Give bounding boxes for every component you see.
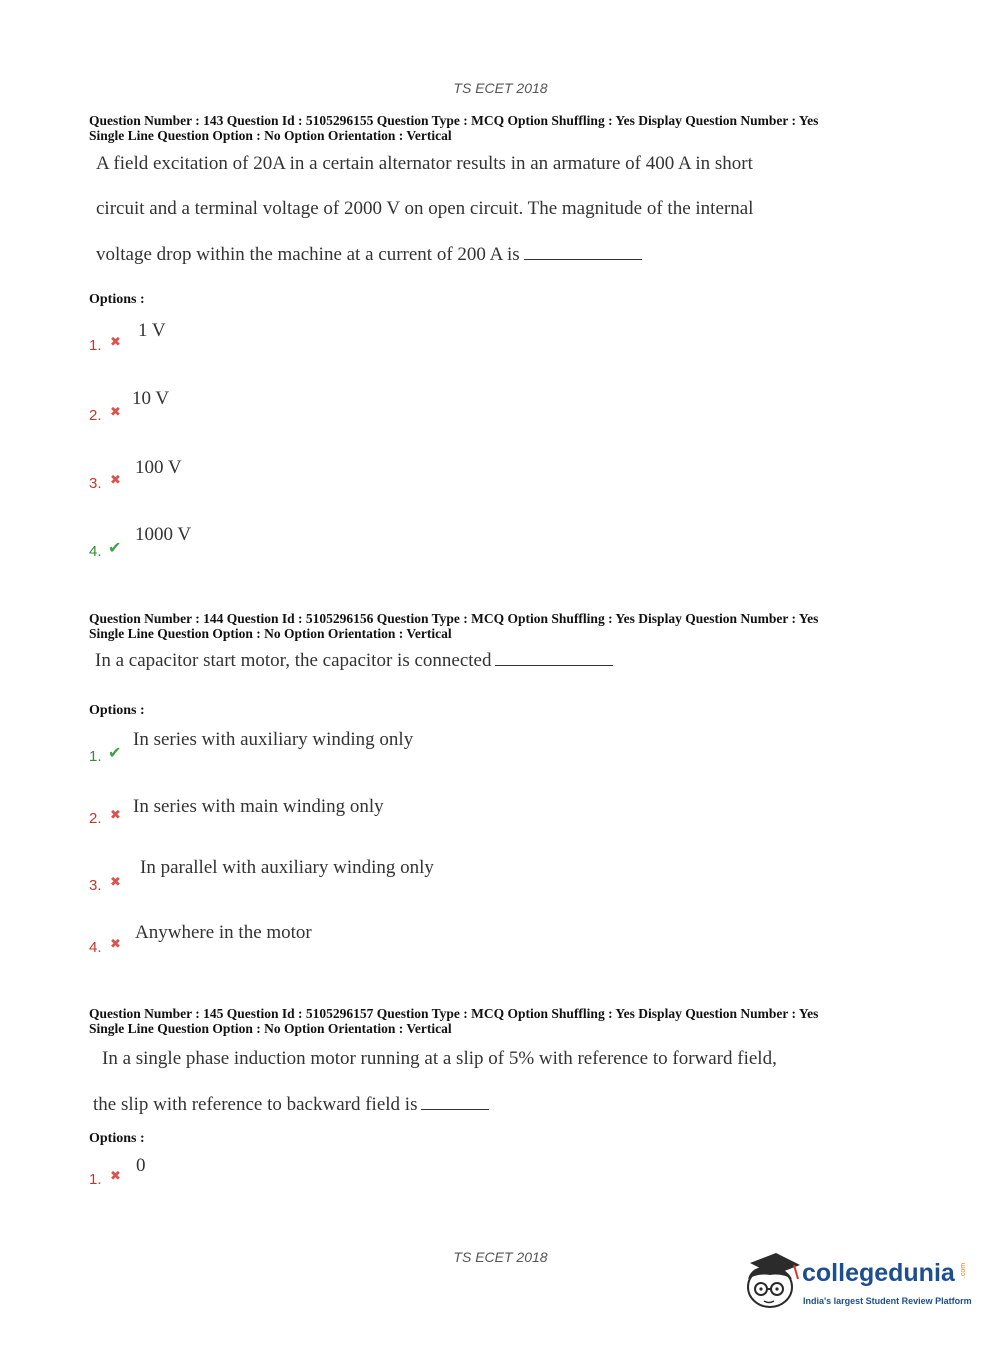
options-label: Options : xyxy=(89,292,145,307)
wrong-mark-icon: ✖ xyxy=(110,405,121,420)
answer-blank xyxy=(524,258,642,260)
mascot-icon xyxy=(742,1249,802,1319)
answer-blank xyxy=(495,664,613,666)
question-text-line: In a single phase induction motor running at a slip of 5% with reference to forward field, xyxy=(102,1048,777,1069)
question-meta xyxy=(89,113,919,143)
question-meta-line1: Question Number : 143 Question Id : 5105296155 Question Type : MCQ Option Shuffling : Yes Display Question Number : Yes xyxy=(89,113,819,128)
option-text: In parallel with auxiliary winding only xyxy=(140,857,434,878)
wrong-mark-icon: ✖ xyxy=(110,937,121,952)
question-text-line: A field excitation of 20A in a certain alternator results in an armature of 400 A in short xyxy=(96,153,753,174)
correct-check-icon: ✔ xyxy=(108,538,122,557)
options-label: Options : xyxy=(89,1131,145,1146)
page-footer: TS ECET 2018 xyxy=(453,1249,548,1265)
option-number: 3. xyxy=(89,475,102,492)
question-text-line: circuit and a terminal voltage of 2000 V on open circuit. The magnitude of the internal xyxy=(96,198,754,219)
wrong-mark-icon: ✖ xyxy=(110,473,121,488)
question-meta-line1: Question Number : 144 Question Id : 5105296156 Question Type : MCQ Option Shuffling : Yes Display Question Number : Yes xyxy=(89,611,819,626)
question-meta xyxy=(89,1006,919,1036)
logo-tagline: India's largest Student Review Platform xyxy=(803,1296,972,1306)
logo-name: collegedunia xyxy=(802,1259,955,1287)
option-text: In series with main winding only xyxy=(133,796,384,817)
question-text: the slip with reference to backward field is xyxy=(93,1094,418,1115)
question-text-line xyxy=(96,244,642,266)
answer-blank xyxy=(421,1108,489,1110)
question-meta-line2: Single Line Question Option : No Option Orientation : Vertical xyxy=(89,626,452,641)
option-number: 1. xyxy=(89,1171,102,1188)
wrong-mark-icon: ✖ xyxy=(110,808,121,823)
option-number: 3. xyxy=(89,877,102,894)
option-number: 1. xyxy=(89,337,102,354)
question-meta xyxy=(89,611,919,641)
option-text: 1000 V xyxy=(135,524,192,545)
option-number: 1. xyxy=(89,748,102,765)
option-number: 4. xyxy=(89,543,102,560)
option-number: 4. xyxy=(89,939,102,956)
option-number: 2. xyxy=(89,810,102,827)
question-meta-line2: Single Line Question Option : No Option Orientation : Vertical xyxy=(89,1021,452,1036)
wrong-mark-icon: ✖ xyxy=(110,875,121,890)
wrong-mark-icon: ✖ xyxy=(110,335,121,350)
question-meta-line1: Question Number : 145 Question Id : 5105296157 Question Type : MCQ Option Shuffling : Yes Display Question Number : Yes xyxy=(89,1006,819,1021)
wrong-mark-icon: ✖ xyxy=(110,1169,121,1184)
option-text: In series with auxiliary winding only xyxy=(133,729,414,750)
option-text: 1 V xyxy=(138,320,166,341)
correct-check-icon: ✔ xyxy=(108,743,122,762)
question-text-line xyxy=(95,650,613,672)
collegedunia-logo xyxy=(742,1249,972,1319)
option-text: 100 V xyxy=(135,457,182,478)
logo-suffix: .com xyxy=(960,1262,968,1279)
question-text: In a capacitor start motor, the capacitor is connected xyxy=(95,650,492,671)
question-text: voltage drop within the machine at a current of 200 A is xyxy=(96,244,520,265)
page-header: TS ECET 2018 xyxy=(453,80,548,96)
option-text: Anywhere in the motor xyxy=(135,922,312,943)
option-text: 0 xyxy=(136,1155,146,1176)
question-meta-line2: Single Line Question Option : No Option Orientation : Vertical xyxy=(89,128,452,143)
options-label: Options : xyxy=(89,703,145,718)
option-text: 10 V xyxy=(132,388,170,409)
question-text-line xyxy=(93,1094,489,1116)
option-number: 2. xyxy=(89,407,102,424)
